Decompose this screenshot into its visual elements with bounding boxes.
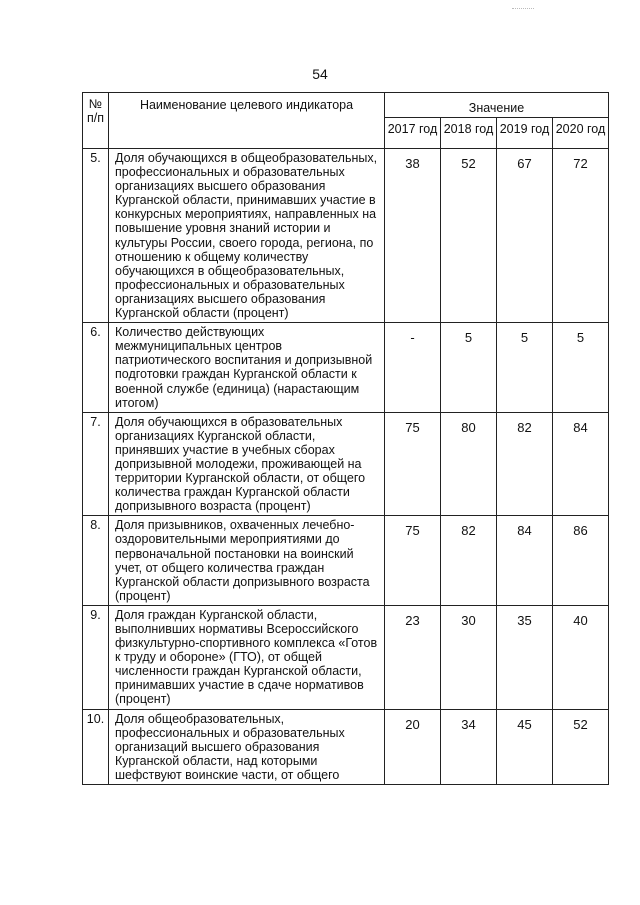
value-2019: 35 xyxy=(497,605,553,709)
value-2019: 5 xyxy=(497,323,553,413)
value-2019: 67 xyxy=(497,149,553,323)
value-2020: 5 xyxy=(553,323,609,413)
value-2018: 30 xyxy=(441,605,497,709)
page-number: 54 xyxy=(312,66,328,82)
value-2020: 40 xyxy=(553,605,609,709)
row-number: 8. xyxy=(83,516,109,606)
value-2019: 84 xyxy=(497,516,553,606)
value-2017: 38 xyxy=(385,149,441,323)
row-number: 9. xyxy=(83,605,109,709)
value-2020: 72 xyxy=(553,149,609,323)
indicator-name: Доля призывников, охваченных лечебно-оздоровительными мероприятиями до первоначальной постановки на воинский учет, от общего количества граждан Курганской области допризывного возраста (процент) xyxy=(109,516,385,606)
value-2017: 75 xyxy=(385,516,441,606)
value-2020: 52 xyxy=(553,709,609,784)
scan-artifact xyxy=(512,8,534,10)
value-2019: 45 xyxy=(497,709,553,784)
header-value: Значение xyxy=(385,93,609,118)
header-num: № п/п xyxy=(83,93,109,149)
header-year-2018: 2018 год xyxy=(441,118,497,149)
table-row xyxy=(83,412,609,516)
table-row xyxy=(83,605,609,709)
row-number: 7. xyxy=(83,412,109,516)
header-year-2020: 2020 год xyxy=(553,118,609,149)
row-number: 6. xyxy=(83,323,109,413)
value-2017: 23 xyxy=(385,605,441,709)
indicator-name: Доля обучающихся в образовательных организациях Курганской области, принявших участие в учебных сборах допризывной молодежи, проживающей на территории Курганской области, от общего количества граждан Курганской области допризывного возраста (процент) xyxy=(109,412,385,516)
header-year-2017: 2017 год xyxy=(385,118,441,149)
header-year-2019: 2019 год xyxy=(497,118,553,149)
row-number: 5. xyxy=(83,149,109,323)
value-2018: 5 xyxy=(441,323,497,413)
value-2017: - xyxy=(385,323,441,413)
value-2018: 34 xyxy=(441,709,497,784)
value-2017: 75 xyxy=(385,412,441,516)
row-number: 10. xyxy=(83,709,109,784)
header-indicator-name: Наименование целевого индикатора xyxy=(109,93,385,149)
table-row xyxy=(83,709,609,784)
table-row xyxy=(83,149,609,323)
value-2019: 82 xyxy=(497,412,553,516)
value-2018: 82 xyxy=(441,516,497,606)
indicator-name: Количество действующих межмуниципальных центров патриотического воспитания и допризывной подготовки граждан Курганской области к военной службе (единица) (нарастающим итогом) xyxy=(109,323,385,413)
indicator-name: Доля граждан Курганской области, выполнивших нормативы Всероссийского физкультурно-спортивного комплекса «Готов к труду и обороне» (ГТО), от общей численности граждан Курганской области, принимавших участие в сдаче нормативов (процент) xyxy=(109,605,385,709)
value-2020: 86 xyxy=(553,516,609,606)
indicator-name: Доля общеобразовательных, профессиональных и образовательных организаций высшего образования Курганской области, над которыми шефствуют воинские части, от общего xyxy=(109,709,385,784)
indicator-name: Доля обучающихся в общеобразовательных, профессиональных и образовательных организациях высшего образования Курганской области, принимавших участие в конкурсных мероприятиях, направленных на повышение уровня знаний истории и культуры России, своего города, региона, по отношению к общему количеству обучающихся в общеобразовательных, профессиональных и образовательных организациях высшего образования Курганской области (процент) xyxy=(109,149,385,323)
table-row xyxy=(83,516,609,606)
value-2018: 52 xyxy=(441,149,497,323)
table-row xyxy=(83,323,609,413)
value-2020: 84 xyxy=(553,412,609,516)
value-2017: 20 xyxy=(385,709,441,784)
target-indicators-table xyxy=(82,92,609,785)
value-2018: 80 xyxy=(441,412,497,516)
